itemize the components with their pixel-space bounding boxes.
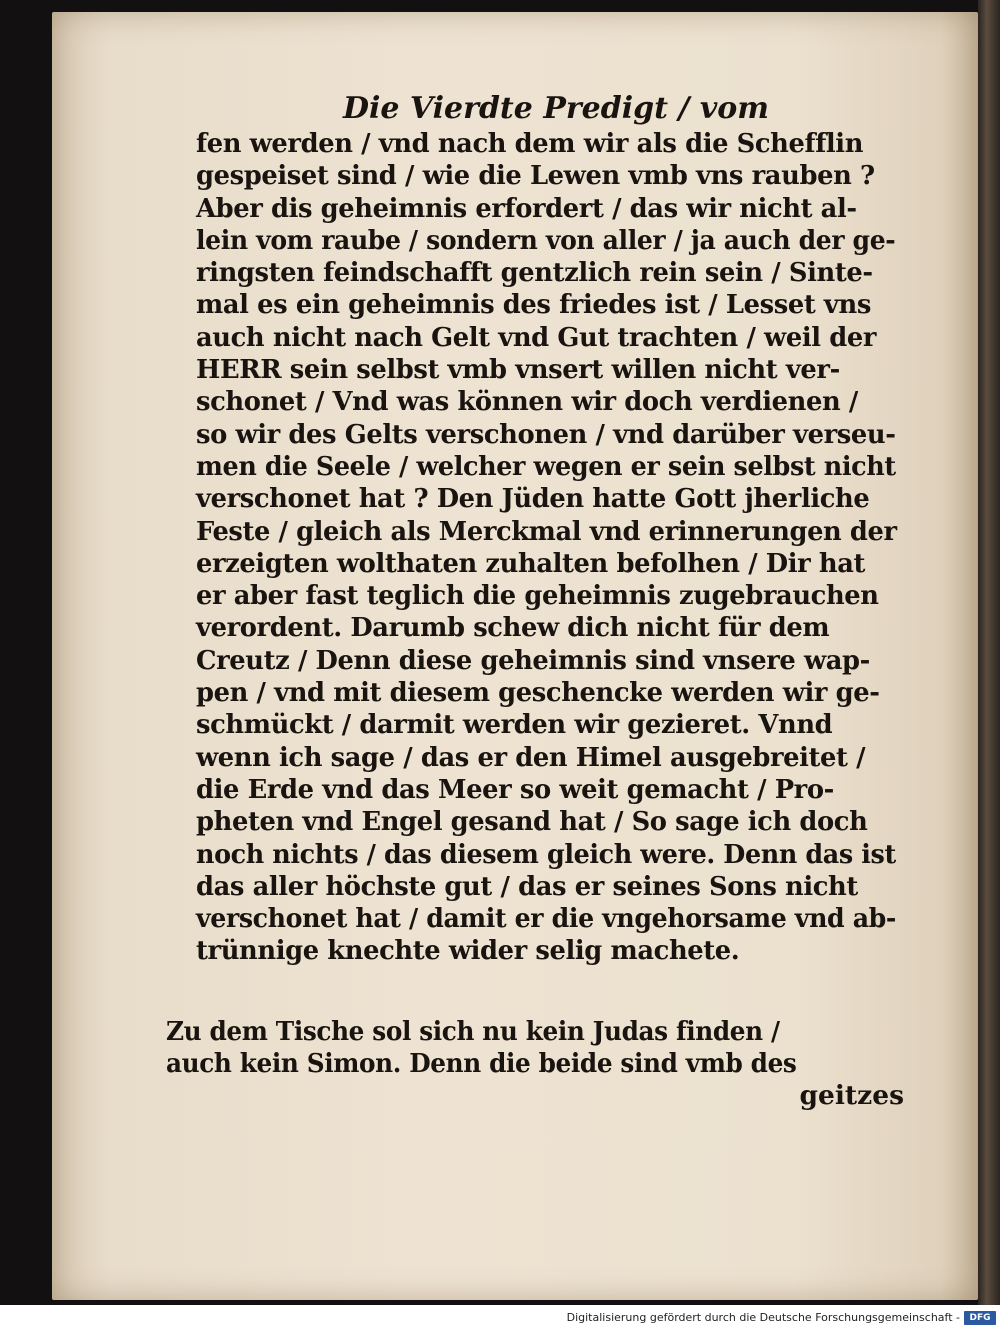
text-line: HERR sein selbst vmb vnsert willen nicht ver- [196, 354, 840, 386]
dfg-logo: DFG [964, 1311, 996, 1325]
paragraph-2 [166, 1016, 916, 1081]
text-line: wenn ich sage / das er den Himel ausgebreitet / [196, 741, 866, 773]
text-line: auch nicht nach Gelt vnd Gut trachten / weil der [196, 321, 877, 353]
paragraph-1 [196, 128, 916, 968]
text-line: Zu dem Tische sol sich nu kein Judas finden / [166, 1015, 780, 1047]
text-line: das aller höchste gut / das er seines Sons nicht [196, 870, 858, 902]
page-edge [978, 0, 1000, 1305]
text-line: Aber dis geheimnis erfordert / das wir nicht al- [196, 192, 857, 224]
paragraph-gap [196, 968, 916, 1016]
text-line: Feste / gleich als Merckmal vnd erinnerungen der [196, 515, 897, 547]
page-text-block [166, 91, 916, 1112]
text-line: schonet / Vnd was können wir doch verdienen / [196, 386, 858, 418]
catchword: geitzes [799, 1080, 904, 1112]
text-line: die Erde vnd das Meer so weit gemacht / Pro- [196, 773, 834, 805]
text-line: erzeigten wolthaten zuhalten befolhen / Dir hat [196, 547, 866, 579]
running-header: Die Vierdte Predigt / vom [342, 91, 770, 126]
text-line: men die Seele / welcher wegen er sein selbst nicht [196, 450, 896, 482]
text-line: so wir des Gelts verschonen / vnd darüber verseu- [196, 418, 896, 450]
text-line: auch kein Simon. Denn die beide sind vmb des [166, 1048, 797, 1080]
text-line: trünnige knechte wider selig machete. [196, 935, 740, 967]
text-line: er aber fast teglich die geheimnis zugebrauchen [196, 580, 879, 612]
text-line: lein vom raube / sondern von aller / ja auch der ge- [196, 224, 896, 256]
text-line: noch nichts / das diesem gleich were. Denn das ist [196, 838, 896, 870]
text-line: verschonet hat ? Den Jüden hatte Gott jherliche [196, 483, 870, 515]
text-line: pheten vnd Engel gesand hat / So sage ich doch [196, 806, 868, 838]
text-line: verschonet hat / damit er die vngehorsame vnd ab- [196, 903, 897, 935]
text-line: schmückt / darmit werden wir gezieret. Vnnd [196, 709, 833, 741]
text-line: fen werden / vnd nach dem wir als die Schefflin [196, 128, 864, 159]
text-line: mal es ein geheimnis des friedes ist / Lesset vns [196, 289, 871, 321]
text-line: verordent. Darumb schew dich nicht für dem [196, 612, 830, 644]
footer-bar [0, 1308, 1000, 1328]
text-line: ringsten feindschafft gentzlich rein sein / Sinte- [196, 257, 873, 289]
digitization-credit: Digitalisierung gefördert durch die Deutsche Forschungsgemeinschaft - [566, 1311, 960, 1324]
text-line: pen / vnd mit diesem geschencke werden wir ge- [196, 677, 880, 709]
text-line: Creutz / Denn diese geheimnis sind vnsere wap- [196, 644, 870, 676]
text-line: gespeiset sind / wie die Lewen vmb vns rauben ? [196, 160, 875, 192]
